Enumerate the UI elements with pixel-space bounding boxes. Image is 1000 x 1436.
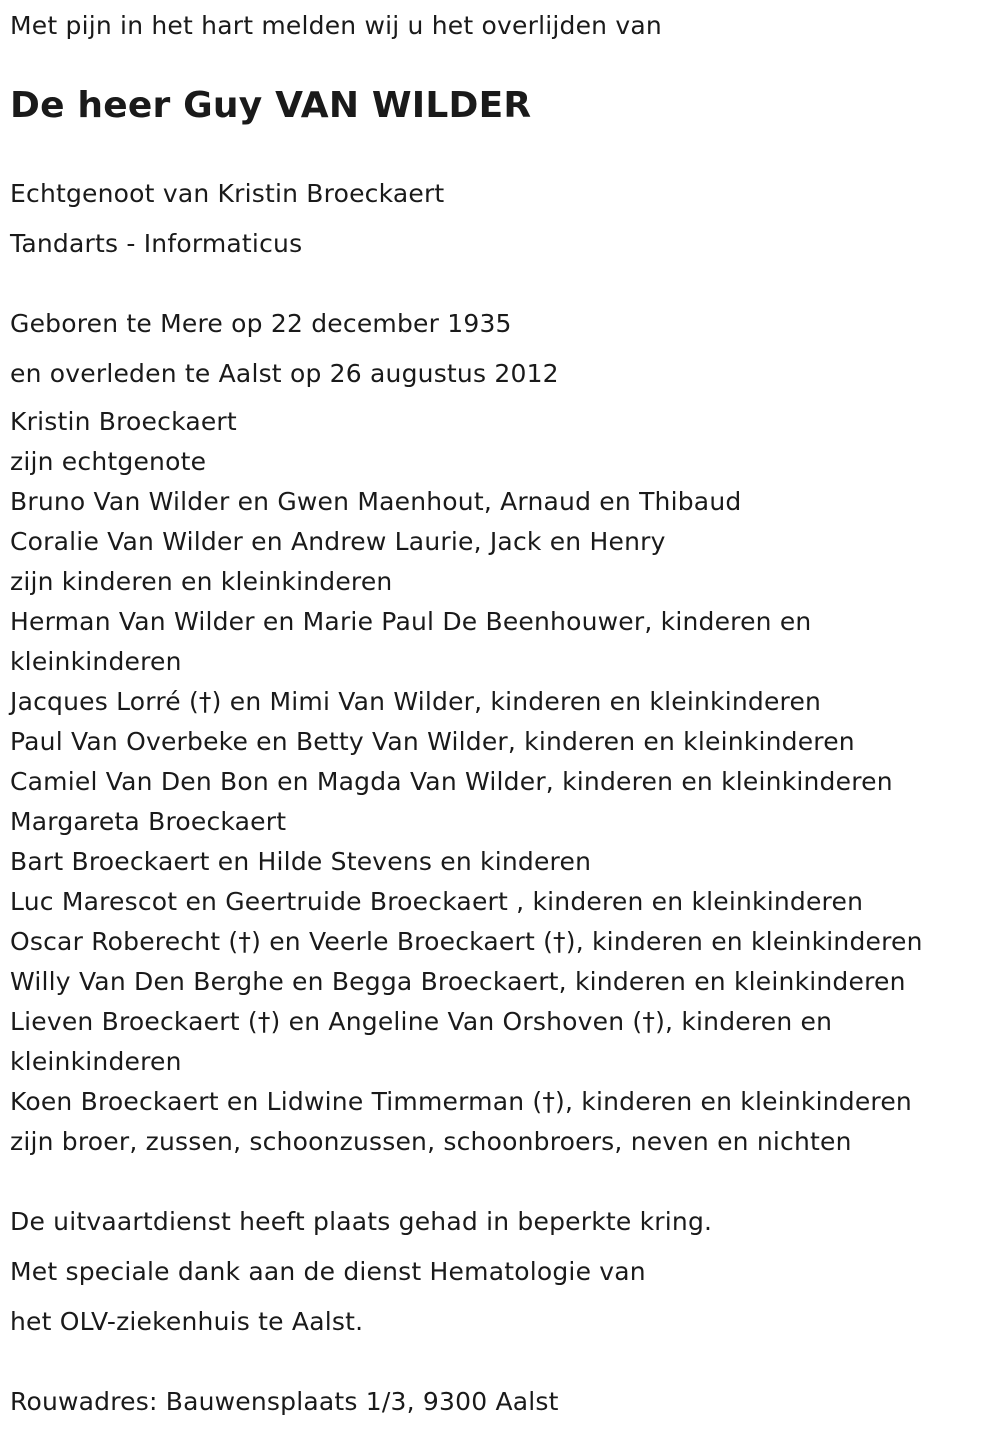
death-line: en overleden te Aalst op 26 augustus 2012 bbox=[10, 359, 559, 388]
birth-line: Geboren te Mere op 22 december 1935 bbox=[10, 309, 512, 338]
closing-block bbox=[10, 1202, 712, 1352]
intro-text: Met pijn in het hart melden wij u het overlijden van bbox=[10, 11, 662, 40]
closing-line: het OLV-ziekenhuis te Aalst. bbox=[10, 1307, 364, 1336]
family-line: Luc Marescot en Geertruide Broeckaert , kinderen en kleinkinderen bbox=[10, 887, 864, 916]
family-line: Margareta Broeckaert bbox=[10, 807, 287, 836]
family-list bbox=[10, 402, 990, 1162]
family-line: Coralie Van Wilder en Andrew Laurie, Jack en Henry bbox=[10, 527, 666, 556]
spouse-line: Echtgenoot van Kristin Broeckaert bbox=[10, 179, 445, 208]
mourning-address: Rouwadres: Bauwensplaats 1/3, 9300 Aalst bbox=[10, 1387, 559, 1416]
profession-line: Tandarts - Informaticus bbox=[10, 229, 303, 258]
family-line: Jacques Lorré (†) en Mimi Van Wilder, kinderen en kleinkinderen bbox=[10, 687, 822, 716]
family-line: zijn kinderen en kleinkinderen bbox=[10, 567, 393, 596]
closing-line: De uitvaartdienst heeft plaats gehad in beperkte kring. bbox=[10, 1207, 713, 1236]
family-line: Camiel Van Den Bon en Magda Van Wilder, kinderen en kleinkinderen bbox=[10, 767, 893, 796]
family-line: Bruno Van Wilder en Gwen Maenhout, Arnaud en Thibaud bbox=[10, 487, 742, 516]
family-line: Bart Broeckaert en Hilde Stevens en kinderen bbox=[10, 847, 592, 876]
family-line: Herman Van Wilder en Marie Paul De Beenhouwer, kinderen en kleinkinderen bbox=[10, 607, 812, 676]
deceased-info bbox=[10, 174, 444, 274]
family-line: Paul Van Overbeke en Betty Van Wilder, kinderen en kleinkinderen bbox=[10, 727, 855, 756]
family-line: Lieven Broeckaert (†) en Angeline Van Orshoven (†), kinderen en kleinkinderen bbox=[10, 1007, 833, 1076]
family-line: Oscar Roberecht (†) en Veerle Broeckaert (†), kinderen en kleinkinderen bbox=[10, 927, 923, 956]
closing-line: Met speciale dank aan de dienst Hematologie van bbox=[10, 1257, 646, 1286]
dates-block bbox=[10, 304, 559, 404]
deceased-name: De heer Guy VAN WILDER bbox=[10, 85, 532, 126]
family-line: zijn broer, zussen, schoonzussen, schoonbroers, neven en nichten bbox=[10, 1127, 852, 1156]
family-line: Willy Van Den Berghe en Begga Broeckaert, kinderen en kleinkinderen bbox=[10, 967, 906, 996]
family-line: zijn echtgenote bbox=[10, 447, 207, 476]
family-line: Koen Broeckaert en Lidwine Timmerman (†), kinderen en kleinkinderen bbox=[10, 1087, 912, 1116]
family-line: Kristin Broeckaert bbox=[10, 407, 237, 436]
